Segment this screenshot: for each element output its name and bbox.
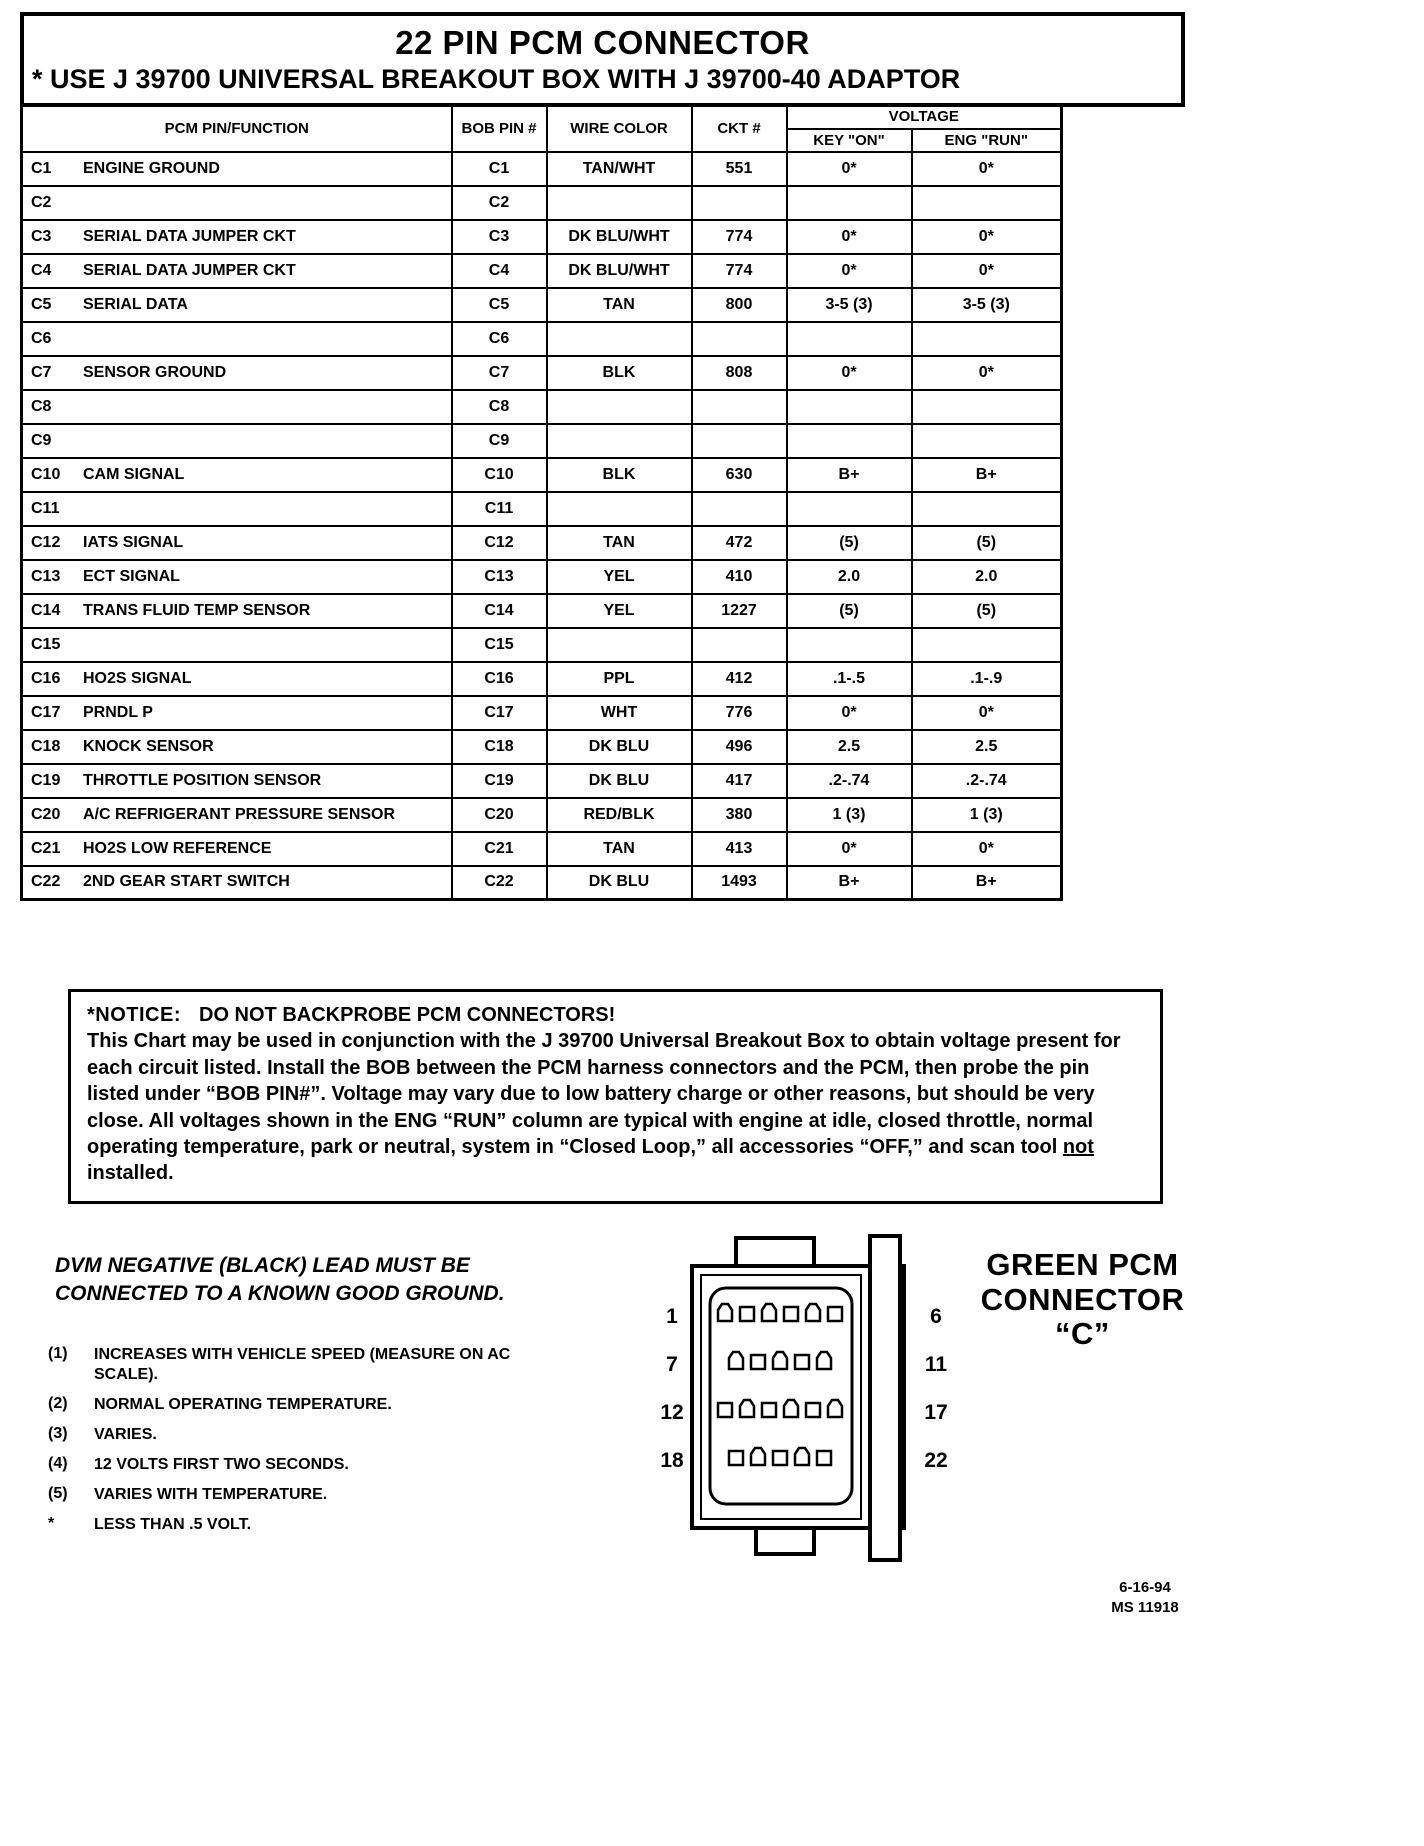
ckt-cell: 412 (692, 662, 787, 696)
bob-pin-cell: C3 (452, 220, 547, 254)
pin-function: A/C REFRIGERANT PRESSURE SENSOR (83, 805, 396, 823)
ckt-cell (692, 424, 787, 458)
footnote (48, 1345, 628, 1385)
pin-id: C17 (31, 703, 61, 721)
pin-row (22, 526, 1062, 560)
eng-run-voltage-cell: .1-.9 (912, 662, 1062, 696)
eng-run-voltage-cell (912, 628, 1062, 662)
ckt-cell (692, 322, 787, 356)
wire-color-cell (547, 424, 692, 458)
bob-pin-cell: C11 (452, 492, 547, 526)
key-on-voltage-cell: 0* (787, 254, 912, 288)
bob-pin-cell: C15 (452, 628, 547, 662)
pin-function-cell (22, 424, 452, 458)
eng-run-voltage-cell: 3-5 (3) (912, 288, 1062, 322)
ckt-cell: 774 (692, 254, 787, 288)
wire-color-cell (547, 390, 692, 424)
green-pcm-connector-label (960, 1248, 1205, 1352)
footnote (48, 1455, 628, 1475)
footnote-number: * (48, 1515, 55, 1532)
eng-run-voltage-cell: 2.5 (912, 730, 1062, 764)
key-on-voltage-cell: 1 (3) (787, 798, 912, 832)
eng-run-voltage-cell: 0* (912, 356, 1062, 390)
footnote-number: (4) (48, 1455, 68, 1472)
pin-id: C10 (31, 465, 61, 483)
pin-function-cell (22, 458, 452, 492)
wire-color-cell: WHT (547, 696, 692, 730)
pin-function: SERIAL DATA (83, 295, 188, 313)
wire-color-cell (547, 186, 692, 220)
ckt-cell: 410 (692, 560, 787, 594)
footnote-text: NORMAL OPERATING TEMPERATURE. (94, 1396, 392, 1413)
header-row-1 (22, 105, 1062, 129)
wire-color-cell: DK BLU/WHT (547, 254, 692, 288)
key-on-voltage-cell: (5) (787, 594, 912, 628)
notice-body-end: installed. (87, 1162, 174, 1185)
ckt-cell: 472 (692, 526, 787, 560)
pin-row (22, 560, 1062, 594)
footnote (48, 1515, 628, 1535)
pin-id: C3 (31, 227, 52, 245)
col-header-voltage: VOLTAGE (787, 105, 1062, 129)
dvm-note: DVM NEGATIVE (BLACK) LEAD MUST BE CONNECTED TO A KNOWN GOOD GROUND. (55, 1254, 505, 1306)
pin-function-cell (22, 832, 452, 866)
ckt-cell: 551 (692, 152, 787, 186)
pin-function-cell (22, 798, 452, 832)
pin-function-cell (22, 152, 452, 186)
ckt-cell: 413 (692, 832, 787, 866)
wire-color-cell (547, 628, 692, 662)
notice-headline: DO NOT BACKPROBE PCM CONNECTORS! (199, 1004, 616, 1026)
pin-id: C9 (31, 431, 52, 449)
pin-function-cell (22, 866, 452, 900)
bob-pin-cell: C20 (452, 798, 547, 832)
footnotes-list (48, 1345, 628, 1545)
pin-function-cell (22, 186, 452, 220)
pin-id: C6 (31, 329, 52, 347)
pin-id: C19 (31, 771, 61, 789)
col-header-eng-run: ENG "RUN" (912, 129, 1062, 152)
pin-table-head (22, 105, 1062, 152)
pin-row (22, 764, 1062, 798)
pin-function-cell (22, 288, 452, 322)
pin-function: KNOCK SENSOR (83, 737, 214, 755)
pin-id: C12 (31, 533, 61, 551)
notice-body-text: This Chart may be used in conjunction with the J 39700 Universal Breakout Box to obtain voltage present for each circuit listed. Install the BOB between the PCM harness connectors and the PCM, then probe the pin listed under “BOB PIN#”. Voltage may vary due to low battery charge or other reasons, but should be very close. All voltages shown in the ENG “RUN” column are typical with engine at idle, closed throttle, normal operating temperature, park or neutral, system in “Closed Loop,” all accessories “OFF,” and scan tool (87, 1030, 1121, 1158)
col-header-ckt: CKT # (692, 105, 787, 152)
bob-pin-cell: C10 (452, 458, 547, 492)
pin-function: CAM SIGNAL (83, 465, 185, 483)
wire-color-cell: DK BLU (547, 764, 692, 798)
pin-row (22, 152, 1062, 186)
footnote (48, 1485, 628, 1505)
key-on-voltage-cell (787, 186, 912, 220)
ckt-cell (692, 186, 787, 220)
pin-id: C7 (31, 363, 52, 381)
key-on-voltage-cell (787, 628, 912, 662)
key-on-voltage-cell: (5) (787, 526, 912, 560)
pin-row (22, 322, 1062, 356)
eng-run-voltage-cell: 2.0 (912, 560, 1062, 594)
bob-pin-cell: C8 (452, 390, 547, 424)
pin-function-cell (22, 662, 452, 696)
key-on-voltage-cell: B+ (787, 866, 912, 900)
pin-function-cell (22, 764, 452, 798)
document-footer (1090, 1578, 1200, 1619)
footnote-text: VARIES WITH TEMPERATURE. (94, 1486, 328, 1503)
ckt-cell: 496 (692, 730, 787, 764)
key-on-voltage-cell: .2-.74 (787, 764, 912, 798)
key-on-voltage-cell: B+ (787, 458, 912, 492)
connector-right-rail (870, 1236, 900, 1560)
pin-id: C8 (31, 397, 52, 415)
pin-row (22, 594, 1062, 628)
wire-color-cell: TAN (547, 288, 692, 322)
col-header-bob-pin: BOB PIN # (452, 105, 547, 152)
connector-bottom-tab (756, 1528, 814, 1554)
pin-function: IATS SIGNAL (83, 533, 184, 551)
pin-row (22, 424, 1062, 458)
wire-color-cell: BLK (547, 356, 692, 390)
key-on-voltage-cell (787, 322, 912, 356)
pin-function-cell (22, 492, 452, 526)
col-header-key-on: KEY "ON" (787, 129, 912, 152)
ckt-cell: 1493 (692, 866, 787, 900)
notice-label: *NOTICE: (87, 1004, 181, 1026)
key-on-voltage-cell: 0* (787, 356, 912, 390)
pin-function: THROTTLE POSITION SENSOR (83, 771, 322, 789)
wire-color-cell: YEL (547, 594, 692, 628)
bob-pin-cell: C6 (452, 322, 547, 356)
bob-pin-cell: C17 (452, 696, 547, 730)
eng-run-voltage-cell: B+ (912, 866, 1062, 900)
pin-id: C22 (31, 873, 61, 891)
eng-run-voltage-cell: 0* (912, 832, 1062, 866)
wire-color-cell: TAN/WHT (547, 152, 692, 186)
eng-run-voltage-cell: 0* (912, 696, 1062, 730)
key-on-voltage-cell: 0* (787, 832, 912, 866)
pin-function: SERIAL DATA JUMPER CKT (83, 227, 296, 245)
pin-function-cell (22, 254, 452, 288)
pin-id: C13 (31, 567, 61, 585)
ckt-cell: 380 (692, 798, 787, 832)
pin-row (22, 832, 1062, 866)
key-on-voltage-cell: 2.0 (787, 560, 912, 594)
footnote-text: 12 VOLTS FIRST TWO SECONDS. (94, 1456, 349, 1473)
page-title: 22 PIN PCM CONNECTOR (395, 24, 810, 61)
wire-color-cell: RED/BLK (547, 798, 692, 832)
pin-row (22, 288, 1062, 322)
pin-function: PRNDL P (83, 703, 153, 721)
ckt-cell (692, 390, 787, 424)
key-on-voltage-cell: 0* (787, 152, 912, 186)
bob-pin-cell: C16 (452, 662, 547, 696)
wire-color-cell: TAN (547, 526, 692, 560)
pin-function-cell (22, 696, 452, 730)
bob-pin-cell: C2 (452, 186, 547, 220)
pin-row (22, 220, 1062, 254)
key-on-voltage-cell (787, 424, 912, 458)
ckt-cell: 417 (692, 764, 787, 798)
footnote-number: (2) (48, 1395, 68, 1412)
wire-color-cell: DK BLU/WHT (547, 220, 692, 254)
footnote-text: VARIES. (94, 1426, 157, 1443)
pin-function-cell (22, 730, 452, 764)
eng-run-voltage-cell (912, 492, 1062, 526)
key-on-voltage-cell: 2.5 (787, 730, 912, 764)
eng-run-voltage-cell (912, 390, 1062, 424)
eng-run-voltage-cell (912, 424, 1062, 458)
footnote (48, 1425, 628, 1445)
table-title-box (20, 12, 1185, 107)
ckt-cell: 776 (692, 696, 787, 730)
notice-headline-line (87, 1002, 1144, 1028)
eng-run-voltage-cell: B+ (912, 458, 1062, 492)
ckt-cell: 808 (692, 356, 787, 390)
col-header-wire-color: WIRE COLOR (547, 105, 692, 152)
pin-row (22, 186, 1062, 220)
eng-run-voltage-cell (912, 322, 1062, 356)
pin-row (22, 628, 1062, 662)
bob-pin-cell: C22 (452, 866, 547, 900)
bob-pin-cell: C9 (452, 424, 547, 458)
pin-table-body (22, 152, 1062, 900)
bob-pin-cell: C13 (452, 560, 547, 594)
pin-id: C16 (31, 669, 61, 687)
wire-color-cell: DK BLU (547, 730, 692, 764)
green-label-line1: GREEN PCM (986, 1247, 1179, 1282)
wire-color-cell: YEL (547, 560, 692, 594)
pin-row-label-7: 7 (666, 1353, 678, 1376)
pin-row-label-12: 12 (660, 1401, 684, 1424)
pin-row-label-22: 22 (924, 1449, 948, 1472)
pin-function: ENGINE GROUND (83, 159, 220, 177)
pin-row (22, 458, 1062, 492)
pin-row (22, 866, 1062, 900)
pcm-pin-table (20, 103, 1063, 901)
pin-id: C14 (31, 601, 61, 619)
pin-function: SERIAL DATA JUMPER CKT (83, 261, 296, 279)
pin-row (22, 492, 1062, 526)
bob-pin-cell: C14 (452, 594, 547, 628)
col-header-function: PCM PIN/FUNCTION (22, 105, 452, 152)
wire-color-cell: BLK (547, 458, 692, 492)
pin-function-cell (22, 390, 452, 424)
pin-function-cell (22, 526, 452, 560)
notice-box (68, 989, 1163, 1204)
pin-id: C15 (31, 635, 61, 653)
bob-pin-cell: C19 (452, 764, 547, 798)
pin-function-cell (22, 220, 452, 254)
bob-pin-cell: C4 (452, 254, 547, 288)
footnote (48, 1395, 628, 1415)
pin-id: C20 (31, 805, 61, 823)
eng-run-voltage-cell: 1 (3) (912, 798, 1062, 832)
eng-run-voltage-cell: (5) (912, 594, 1062, 628)
bob-pin-cell: C12 (452, 526, 547, 560)
pin-row (22, 254, 1062, 288)
eng-run-voltage-cell: 0* (912, 152, 1062, 186)
pin-row (22, 356, 1062, 390)
pin-function: SENSOR GROUND (83, 363, 227, 381)
footnote-text: LESS THAN .5 VOLT. (94, 1516, 252, 1533)
green-label-line2: CONNECTOR (980, 1281, 1185, 1317)
pin-id: C1 (31, 159, 52, 177)
footer-doc-code: MS 11918 (1111, 1599, 1179, 1617)
eng-run-voltage-cell: 0* (912, 220, 1062, 254)
pin-row (22, 390, 1062, 424)
pin-id: C11 (31, 499, 60, 517)
wire-color-cell (547, 322, 692, 356)
pin-function: 2ND GEAR START SWITCH (83, 873, 290, 891)
pin-row (22, 696, 1062, 730)
pin-id: C18 (31, 737, 61, 755)
pin-row-label-1: 1 (666, 1305, 678, 1328)
key-on-voltage-cell (787, 390, 912, 424)
pin-row (22, 730, 1062, 764)
pin-id: C21 (31, 839, 61, 857)
green-label-line3: “C” (1055, 1316, 1110, 1352)
ckt-cell (692, 628, 787, 662)
pin-row-label-11: 11 (924, 1353, 948, 1376)
notice-body (87, 1028, 1144, 1186)
pin-id: C5 (31, 295, 52, 313)
key-on-voltage-cell: 0* (787, 220, 912, 254)
bob-pin-cell: C1 (452, 152, 547, 186)
pin-function-cell (22, 628, 452, 662)
pin-row (22, 798, 1062, 832)
bob-pin-cell: C21 (452, 832, 547, 866)
pin-id: C2 (31, 193, 52, 211)
eng-run-voltage-cell: 0* (912, 254, 1062, 288)
ckt-cell: 630 (692, 458, 787, 492)
pin-row-label-17: 17 (924, 1401, 948, 1424)
footnote-text: INCREASES WITH VEHICLE SPEED (MEASURE ON AC SCALE). (94, 1346, 511, 1383)
wire-color-cell: DK BLU (547, 866, 692, 900)
ckt-cell: 1227 (692, 594, 787, 628)
pin-row (22, 662, 1062, 696)
notice-underlined-word: not (1062, 1135, 1094, 1158)
pin-function: HO2S LOW REFERENCE (83, 839, 272, 857)
pin-function-cell (22, 560, 452, 594)
footnote-number: (3) (48, 1425, 68, 1442)
pin-function: ECT SIGNAL (83, 567, 180, 585)
ckt-cell: 774 (692, 220, 787, 254)
wire-color-cell (547, 492, 692, 526)
wire-color-cell: PPL (547, 662, 692, 696)
pin-function-cell (22, 356, 452, 390)
pin-function: TRANS FLUID TEMP SENSOR (83, 601, 311, 619)
pin-row-label-6: 6 (930, 1305, 942, 1328)
key-on-voltage-cell: 0* (787, 696, 912, 730)
footnote-number: (1) (48, 1345, 68, 1362)
page-subtitle: * USE J 39700 UNIVERSAL BREAKOUT BOX WITH J 39700-40 ADAPTOR (32, 64, 961, 94)
pin-function-cell (22, 594, 452, 628)
key-on-voltage-cell: 3-5 (3) (787, 288, 912, 322)
key-on-voltage-cell: .1-.5 (787, 662, 912, 696)
connector-diagram (638, 1228, 973, 1568)
pin-function-cell (22, 322, 452, 356)
key-on-voltage-cell (787, 492, 912, 526)
eng-run-voltage-cell: .2-.74 (912, 764, 1062, 798)
bob-pin-cell: C5 (452, 288, 547, 322)
pin-function: HO2S SIGNAL (83, 669, 192, 687)
eng-run-voltage-cell (912, 186, 1062, 220)
connector-area (638, 1228, 978, 1573)
ckt-cell: 800 (692, 288, 787, 322)
footnote-number: (5) (48, 1485, 68, 1502)
bob-pin-cell: C7 (452, 356, 547, 390)
footer-date: 6-16-94 (1119, 1579, 1171, 1596)
eng-run-voltage-cell: (5) (912, 526, 1062, 560)
pin-row-label-18: 18 (660, 1449, 684, 1472)
pin-id: C4 (31, 261, 52, 279)
wire-color-cell: TAN (547, 832, 692, 866)
ckt-cell (692, 492, 787, 526)
connector-top-tab (736, 1238, 814, 1266)
bob-pin-cell: C18 (452, 730, 547, 764)
